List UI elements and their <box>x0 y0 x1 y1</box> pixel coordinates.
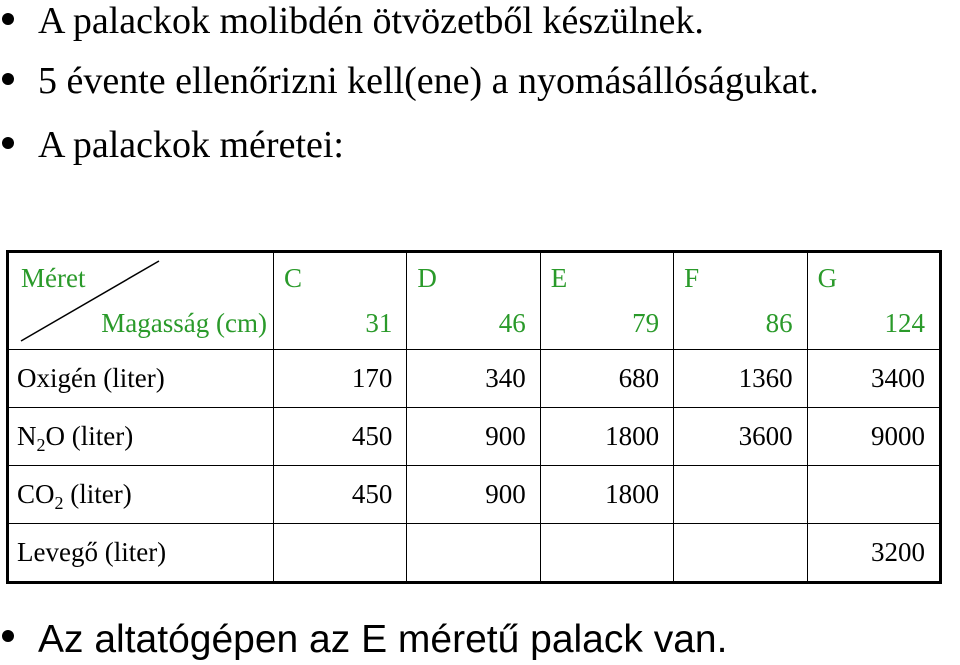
size-height: 79 <box>632 308 660 338</box>
size-header-cell <box>674 252 807 350</box>
table-cell <box>674 524 807 583</box>
size-letter: F <box>684 263 700 293</box>
table-header-row <box>8 252 941 350</box>
table-cell: 3400 <box>807 350 940 408</box>
table-cell: 3200 <box>807 524 940 583</box>
table-cell: 680 <box>540 350 673 408</box>
bullet-item <box>0 126 344 164</box>
table-row <box>8 466 941 524</box>
bullet-text: A palackok méretei: <box>38 124 344 166</box>
table-row <box>8 408 941 466</box>
table-cell: 450 <box>274 408 407 466</box>
row-label: $N_2O$ (liter) <box>8 408 274 466</box>
size-header-cell <box>274 252 407 350</box>
table-cell: 340 <box>407 350 540 408</box>
table-cell: 900 <box>407 466 540 524</box>
size-letter: D <box>417 263 437 293</box>
bullet-dot-icon <box>2 630 14 642</box>
table-cell <box>807 466 940 524</box>
bullet-text: Az altatógépen az E méretű palack van. <box>38 618 728 661</box>
row-label: Levegő (liter) <box>8 524 274 583</box>
table-cell <box>407 524 540 583</box>
table-row <box>8 350 941 408</box>
size-height: 86 <box>765 308 793 338</box>
table-cell: 170 <box>274 350 407 408</box>
row-label: $CO_2$ (liter) <box>8 466 274 524</box>
table-cell <box>274 524 407 583</box>
table-corner-cell <box>8 252 274 350</box>
table-cell <box>674 466 807 524</box>
table-cell: 9000 <box>807 408 940 466</box>
size-letter: G <box>817 263 838 293</box>
size-letter: E <box>550 263 568 293</box>
bottle-size-table <box>6 250 942 584</box>
row-label: Oxigén (liter) <box>8 350 274 408</box>
bullet-item-final <box>0 620 727 659</box>
bullet-text: 5 évente ellenőrizni kell(ene) a nyomásállóságukat. <box>38 60 819 102</box>
table-cell: 3600 <box>674 408 807 466</box>
bullet-dot-icon <box>2 73 14 85</box>
corner-label-size: Méret <box>21 263 86 293</box>
corner-label-height: Magasság (cm) <box>101 308 267 338</box>
size-header-cell <box>407 252 540 350</box>
table-cell: 1800 <box>540 408 673 466</box>
size-height: 31 <box>365 308 393 338</box>
table-row <box>8 524 941 583</box>
size-header-cell <box>540 252 673 350</box>
bullet-dot-icon <box>2 13 14 25</box>
bullet-dot-icon <box>2 137 14 149</box>
table-cell: 1800 <box>540 466 673 524</box>
bullet-item <box>0 62 819 100</box>
size-height: 46 <box>498 308 526 338</box>
table-cell: 1360 <box>674 350 807 408</box>
bullet-text: A palackok molibdén ötvözetből készülnek. <box>38 0 704 42</box>
size-letter: C <box>284 263 303 293</box>
table-cell: 900 <box>407 408 540 466</box>
table-cell <box>540 524 673 583</box>
bullet-item <box>0 2 704 40</box>
size-header-cell <box>807 252 940 350</box>
size-height: 124 <box>884 308 925 338</box>
table-cell: 450 <box>274 466 407 524</box>
